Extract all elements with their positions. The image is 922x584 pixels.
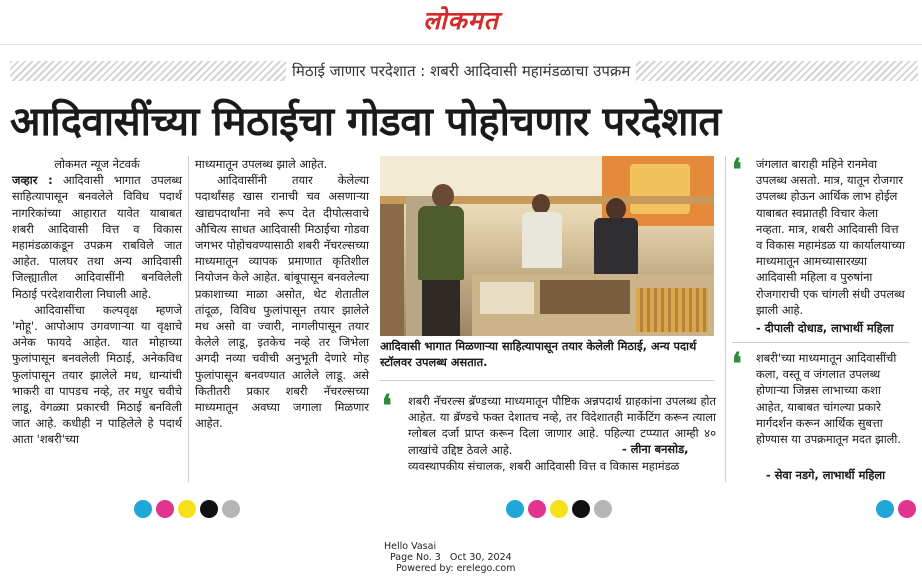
registration-marks-center: [506, 500, 616, 522]
dateline: जव्हार :: [12, 173, 53, 188]
article-column-1: [12, 156, 182, 448]
article-kicker: मिठाई जाणार परदेशात : शबरी आदिवासी महामंडळाचा उपक्रम: [286, 60, 636, 82]
photo-caption: आदिवासी भागात मिळणाऱ्या साहित्यापासून तयार केलेली मिठाई, अन्य पदार्थ स्टॉलवर उपलब्ध असतात.: [380, 339, 697, 369]
column-divider: [188, 156, 189, 482]
quote-icon: ❛: [732, 153, 742, 188]
quote-signature: - लीना बनसोड,: [622, 442, 689, 456]
page-footer: [384, 541, 534, 574]
caption-divider: [380, 380, 714, 381]
article-paragraph: आदिवासींचा कल्पवृक्ष म्हणजे 'मोहू'. आपोआप उगवणाऱ्या या वृक्षाचे अनेक फायदे आहेत. यात मोहाच्या फुलांपासून बनवलेली मिठाई, अनेकविध फुलांपासून तयार झालेले मध, धान्यांची भाकरी वा पापडच नव्हे, तर मधुर चवीचे लाडू, वेगळ्या प्रकारची मिठाई बनविली जात आहे. कधीही न पाहिलेले हे पदार्थ आता 'शबरी'च्या: [12, 302, 182, 447]
registration-marks-right: [876, 500, 920, 522]
article-paragraph: माध्यमातून उपलब्ध झाले आहेत.: [195, 157, 328, 171]
page-number: Page No. 3: [390, 552, 441, 563]
edition-name: Hello Vasai: [384, 541, 437, 552]
article-paragraph: जव्हार : आदिवासी भागात उपलब्ध साहित्यापासून बनवलेले विविध पदार्थ नागरिकांच्या आहारात यावेत याबाबत शबरी आदिवासी वित्त व विकास महामंडळाकडून उपक्रम राबविले जात आहेत. पालघर तथा अन्य आदिवासी जिल्ह्यातील आदिवासींनी बनविलेली मिठाई परदेशवारीला निघाली आहे.: [12, 173, 182, 301]
quote-signature: - दीपाली दोधाड, लाभार्थी महिला: [756, 321, 894, 335]
column-divider: [725, 156, 726, 482]
article-photo: [380, 156, 714, 336]
article-column-2: [195, 156, 369, 431]
registration-marks-left: [134, 500, 244, 522]
quote-signature: - सेवा नडगे, लाभार्थी महिला: [766, 468, 886, 482]
quote-icon: ❛: [382, 389, 392, 424]
masthead: [0, 0, 922, 45]
lokmat-logo: लोकमत: [423, 6, 499, 35]
page-date: Oct 30, 2024: [449, 552, 512, 563]
byline: लोकमत न्यूज नेटवर्क: [54, 157, 140, 171]
powered-by: Powered by: erelego.com: [396, 563, 516, 574]
article-headline: आदिवासींच्या मिठाईचा गोडवा पोहोचणार परदेशात: [10, 99, 721, 145]
quote-text: शबरी'च्या माध्यमातून आदिवासींची कला, वस्तू व जंगलात उपलब्ध होणाऱ्या जिन्नस लाभाच्या कशा आहेत, याबाबत चांगल्या प्रकारे मार्गदर्शन करून आर्थिक सुबत्ता होण्यास या उपक्रमातून मदत झाली.: [756, 351, 901, 447]
quote-divider: [732, 342, 910, 343]
quote-text: जंगलात बाराही महिने रानमेवा उपलब्ध असतो. मात्र, यातून रोजगार उपलब्ध होऊन आर्थिक लाभ होईल याबाबत स्वप्नातही विचार केला नव्हता. मात्र, शबरी आदिवासी वित्त व विकास महामंडळ या कार्यालयाच्या माध्यमातून आमच्यासारख्या आदिवासी महिला व पुरुषांना रोजगाराची एक चांगली संधी उपलब्ध झाली आहे.: [756, 157, 906, 317]
article-paragraph: आदिवासींनी तयार केलेल्या पदार्थांसह खास रानाची चव असणाऱ्या खाद्यपदार्थांना नवे रूप देत दीपोत्सवाचे औचित्य साधत आदिवासी मिठाईचा गोडवा जगभर पोहोचवण्यासाठी शबरी नॅचरल्सच्या माध्यमातून व्यापक प्रमाणात कृतिशील नियोजन केले आहेत. बांबूपासून बनवलेल्या प्रकाशाच्या माळा असोत, थेट शेतातील तांदूळ, विविध फुलांपासून तयार झालेले मध असो वा ज्वारी, नागलीपासून तयार केलेले लाडू, इतकेच नव्हे तर जिभेला अगदी नव्या चवीची अनुभूती देणारे मोह फुलांपासून बनवण्यात आलेले लाडू. असे कितीतरी प्रकार शबरी नॅचरल्सच्या माध्यमातून अवघ्या जगाला मिळणार आहेत.: [195, 173, 369, 431]
quote-icon: ❛: [732, 347, 742, 382]
quote-text: शबरी नॅचरल्स ब्रॅण्डच्या माध्यमातून पौष्टिक अन्नपदार्थ ग्राहकांना उपलब्ध होत आहेत. या ब्रॅण्डचे फक्त देशातच नव्हे, तर विदेशातही मार्केटिंग करून त्याला ग्लोबल दर्जा प्राप्त करून दिला जाणार आहे. पहिल्या टप्प्यात आम्ही ४० लाखांचे उद्दिष्ट ठेवले आहे.: [408, 394, 716, 457]
quote-role: व्यवस्थापकीय संचालक, शबरी आदिवासी वित्त व विकास महामंडळ: [408, 459, 680, 473]
